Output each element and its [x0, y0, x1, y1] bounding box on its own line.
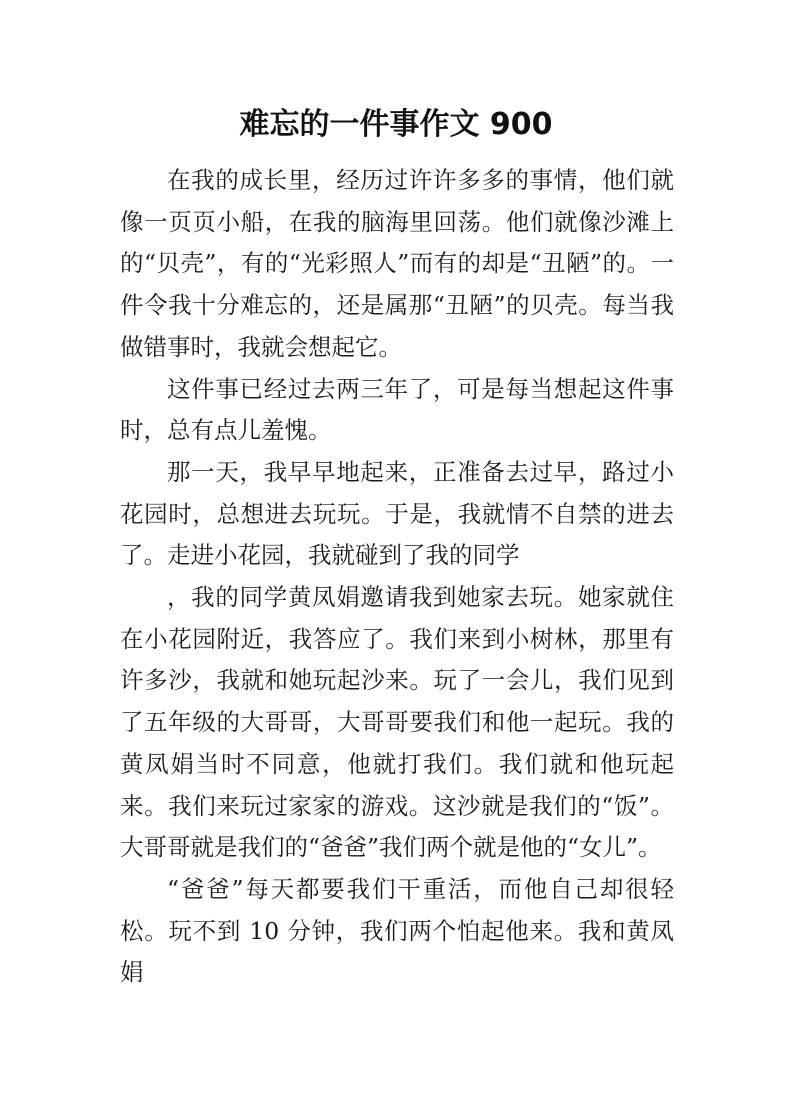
- paragraph-4: ，我的同学黄凤娟邀请我到她家去玩。她家就住在小花园附近，我答应了。我们来到小树林，那里有许多沙，我就和她玩起沙来。玩了一会儿，我们见到了五年级的大哥哥，大哥哥要我们和他一起玩。我的黄凤娟当时不同意，他就打我们。我们就和他玩起来。我们来玩过家家的游戏。这沙就是我们的“饭”。大哥哥就是我们的“爸爸”我们两个就是他的“女儿”。: [120, 583, 674, 862]
- document-title: 难忘的一件事作文 900: [239, 107, 553, 142]
- paragraph-3: 那一天，我早早地起来，正准备去过早，路过小花园时，总想进去玩玩。于是，我就情不自禁的进去了。走进小花园，我就碰到了我的同学: [120, 457, 674, 570]
- paragraph-1: 在我的成长里，经历过许许多多的事情，他们就像一页页小船，在我的脑海里回荡。他们就像沙滩上的“贝壳”，有的“光彩照人”而有的却是“丑陋”的。一件令我十分难忘的，还是属那“丑陋”的贝壳。每当我做错事时，我就会想起它。: [120, 166, 674, 361]
- paragraph-2: 这件事已经过去两三年了，可是每当想起这件事时，总有点儿羞愧。: [120, 374, 674, 445]
- document-body: [120, 160, 674, 994]
- paragraph-5: “爸爸”每天都要我们干重活，而他自己却很轻松。玩不到 10 分钟，我们两个怕起他来。我和黄凤娟: [120, 874, 674, 987]
